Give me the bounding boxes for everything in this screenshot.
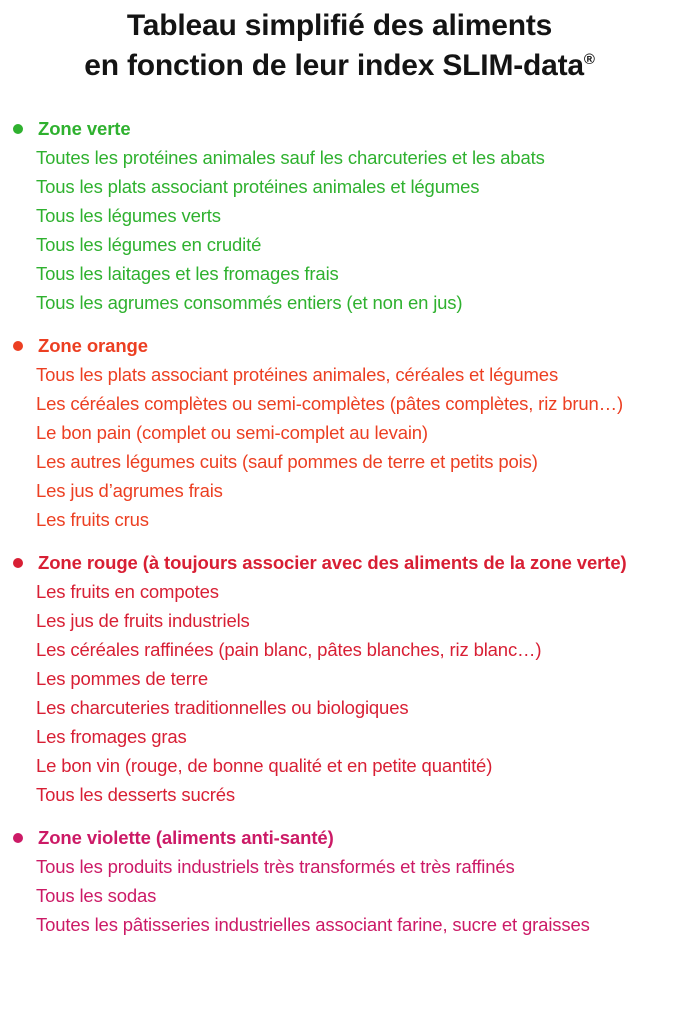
list-item: Le bon vin (rouge, de bonne qualité et en petite quantité)	[36, 755, 493, 776]
zone-orange-items	[0, 360, 679, 534]
list-item: Le bon pain (complet ou semi-complet au levain)	[36, 422, 428, 443]
bullet-icon	[13, 341, 23, 351]
list-item: Les fromages gras	[36, 726, 187, 747]
list-item: Les charcuteries traditionnelles ou biologiques	[36, 697, 409, 718]
zone-verte	[0, 114, 679, 317]
list-item: Les pommes de terre	[36, 668, 208, 689]
list-item: Tous les légumes en crudité	[36, 234, 262, 255]
list-item: Les céréales complètes ou semi-complètes (pâtes complètes, riz brun…)	[36, 393, 624, 414]
zone-violette	[0, 823, 679, 939]
zone-rouge	[0, 548, 679, 809]
list-item: Tous les produits industriels très transformés et très raffinés	[36, 856, 515, 877]
zone-orange	[0, 331, 679, 534]
zone-rouge-header	[0, 548, 679, 577]
title-line-2-text: en fonction de leur index SLIM-data	[84, 49, 584, 82]
list-item: Les fruits crus	[36, 509, 149, 530]
zone-orange-header	[0, 331, 679, 360]
registered-trademark-icon: ®	[583, 51, 595, 68]
zone-violette-header	[0, 823, 679, 852]
list-item: Les fruits en compotes	[36, 581, 219, 602]
list-item: Tous les sodas	[36, 885, 157, 906]
zone-orange-header-label: Zone orange	[38, 335, 148, 356]
zone-verte-items	[0, 143, 679, 317]
list-item: Les jus de fruits industriels	[36, 610, 250, 631]
zone-verte-header	[0, 114, 679, 143]
list-item: Tous les plats associant protéines animales et légumes	[36, 176, 480, 197]
bullet-icon	[13, 124, 23, 134]
zone-rouge-header-label: Zone rouge (à toujours associer avec des aliments de la zone verte)	[38, 552, 627, 573]
page-title	[0, 0, 679, 86]
list-item: Les autres légumes cuits (sauf pommes de terre et petits pois)	[36, 451, 538, 472]
list-item: Tous les légumes verts	[36, 205, 221, 226]
bullet-icon	[13, 833, 23, 843]
title-line-1: Tableau simplifié des aliments	[126, 9, 553, 42]
zone-violette-header-label: Zone violette (aliments anti-santé)	[38, 827, 334, 848]
zone-violette-items	[0, 852, 679, 939]
list-item: Toutes les protéines animales sauf les charcuteries et les abats	[36, 147, 545, 168]
list-item: Tous les laitages et les fromages frais	[36, 263, 339, 284]
list-item: Tous les agrumes consommés entiers (et non en jus)	[36, 292, 463, 313]
bullet-icon	[13, 558, 23, 568]
list-item: Les céréales raffinées (pain blanc, pâtes blanches, riz blanc…)	[36, 639, 542, 660]
list-item: Tous les desserts sucrés	[36, 784, 235, 805]
list-item: Toutes les pâtisseries industrielles associant farine, sucre et graisses	[36, 914, 590, 935]
zone-rouge-items	[0, 577, 679, 809]
list-item: Tous les plats associant protéines animales, céréales et légumes	[36, 364, 559, 385]
title-line-2	[0, 46, 679, 86]
list-item: Les jus d’agrumes frais	[36, 480, 223, 501]
zone-verte-header-label: Zone verte	[38, 118, 131, 139]
zone-list-container	[0, 114, 679, 939]
